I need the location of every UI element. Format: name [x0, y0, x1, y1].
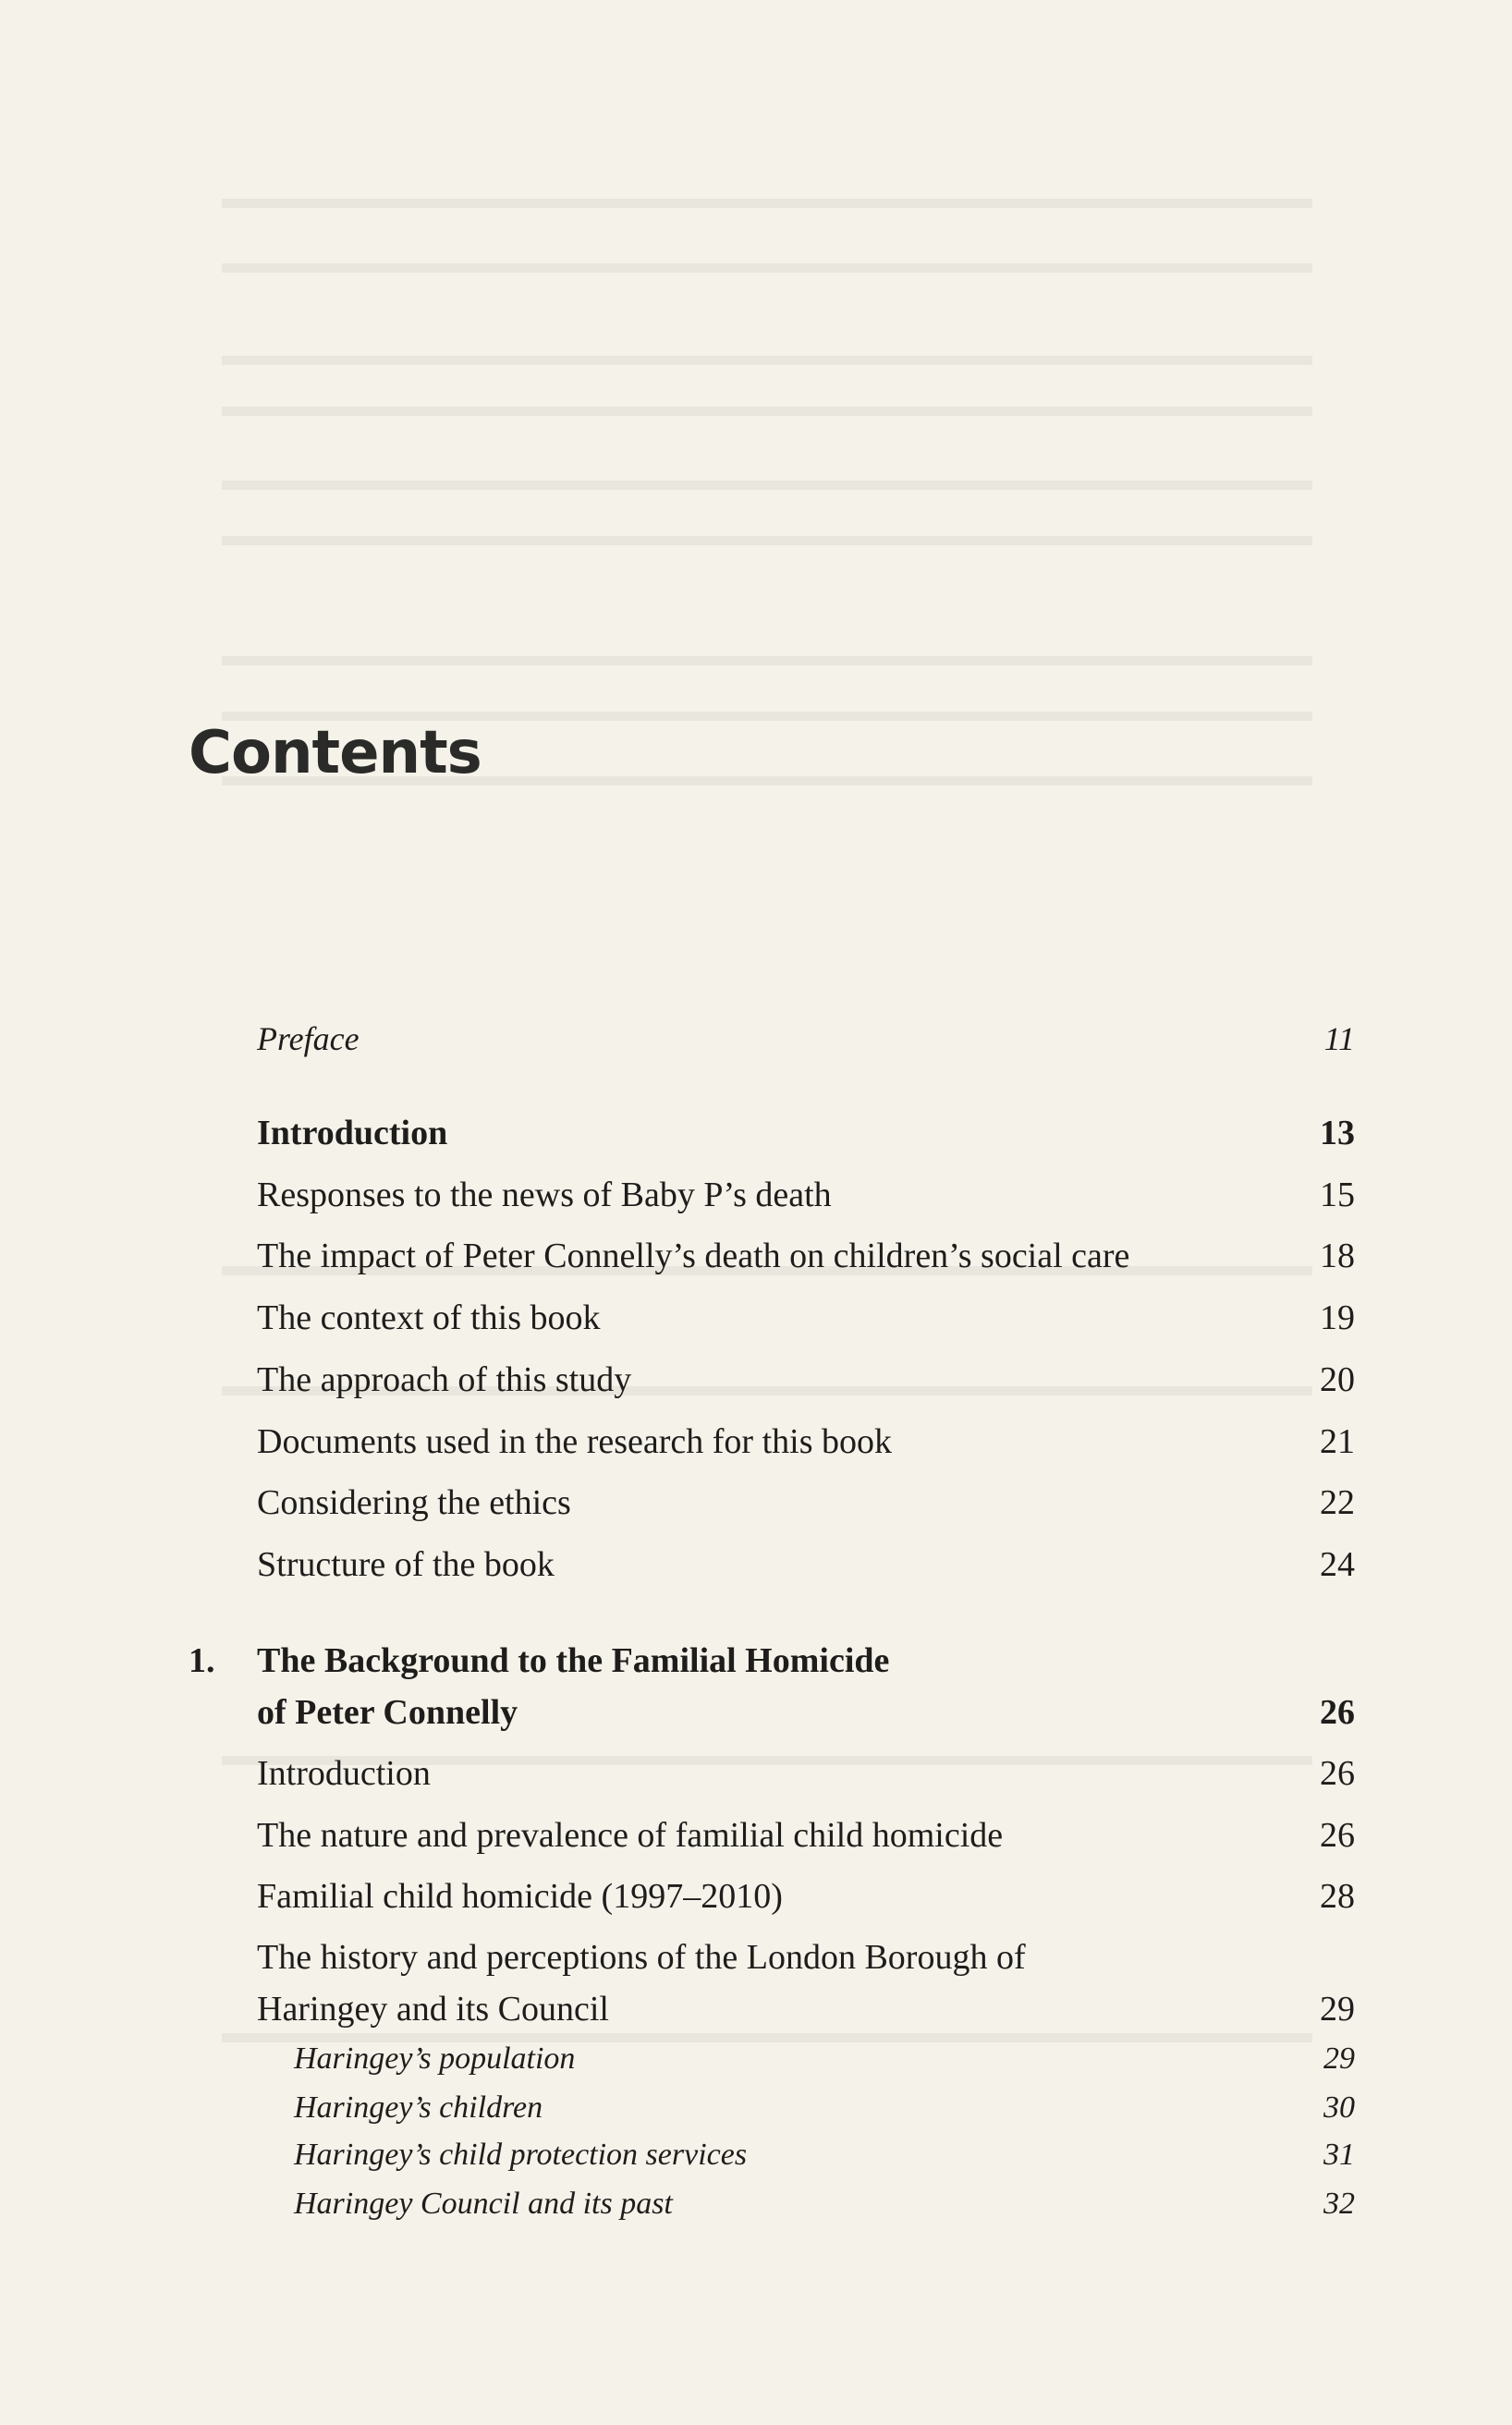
- toc-entry-title: [257, 1931, 1026, 2035]
- toc-entry-title: The impact of Peter Connelly’s death on children’s social care: [257, 1237, 1130, 1275]
- toc-page-number: 28: [1320, 1877, 1355, 1916]
- toc-entry-title: The nature and prevalence of familial child homicide: [257, 1816, 1004, 1855]
- toc-entry-title: Structure of the book: [257, 1545, 555, 1584]
- toc-entry-title-line: The Background to the Familial Homicide: [257, 1641, 890, 1680]
- toc-page-number: 15: [1320, 1176, 1355, 1214]
- page-heading: Contents: [189, 719, 482, 787]
- toc-entry-title: Familial child homicide (1997–2010): [257, 1877, 783, 1916]
- toc-entry-history[interactable]: [257, 1931, 1355, 2035]
- toc-entry-title-line: The history and perceptions of the London Borough of: [257, 1938, 1026, 1977]
- toc-page-number: 29: [1323, 2041, 1355, 2076]
- toc-entry-title: Preface: [257, 1020, 360, 1057]
- toc-entry-title: Haringey’s children: [294, 2090, 543, 2125]
- toc-page-number: 18: [1320, 1237, 1355, 1275]
- toc-page-number: 26: [1320, 1816, 1355, 1855]
- toc-entry-chapter-1[interactable]: [257, 1635, 1355, 1738]
- toc-entry-title: Introduction: [257, 1114, 448, 1152]
- toc-page-number: 11: [1323, 1020, 1355, 1057]
- toc-entry-title: [257, 1635, 889, 1738]
- chapter-number: 1.: [189, 1641, 215, 1680]
- toc-entry-title: Responses to the news of Baby P’s death: [257, 1176, 832, 1214]
- toc-page-number: 21: [1320, 1422, 1355, 1461]
- toc-entry-title-line: Haringey and its Council: [257, 1990, 609, 2029]
- toc-entry-title: Haringey’s population: [294, 2041, 576, 2076]
- toc-page-number: 29: [1320, 1990, 1355, 2029]
- toc-entry-title-line: of Peter Connelly: [257, 1693, 518, 1732]
- toc-page-number: 24: [1320, 1545, 1355, 1584]
- toc-entry-title: Considering the ethics: [257, 1483, 571, 1522]
- toc-page-number: 20: [1320, 1360, 1355, 1399]
- toc-page-number: 26: [1320, 1693, 1355, 1732]
- toc-page-number: 19: [1320, 1298, 1355, 1337]
- toc-entry-title: Haringey’s child protection services: [294, 2138, 748, 2172]
- toc-page-number: 13: [1320, 1114, 1355, 1152]
- toc-entry-title: Introduction: [257, 1754, 431, 1793]
- toc-page-number: 31: [1323, 2138, 1355, 2172]
- toc-page-number: 30: [1323, 2090, 1355, 2125]
- toc-entry-title: Documents used in the research for this book: [257, 1422, 892, 1461]
- toc-page-number: 26: [1320, 1754, 1355, 1793]
- toc-entry-title: The context of this book: [257, 1298, 601, 1337]
- toc-entry-title: Haringey Council and its past: [294, 2187, 673, 2221]
- toc-entry-title: The approach of this study: [257, 1360, 632, 1399]
- toc-page-number: 22: [1320, 1483, 1355, 1522]
- toc-page-number: 32: [1323, 2187, 1355, 2221]
